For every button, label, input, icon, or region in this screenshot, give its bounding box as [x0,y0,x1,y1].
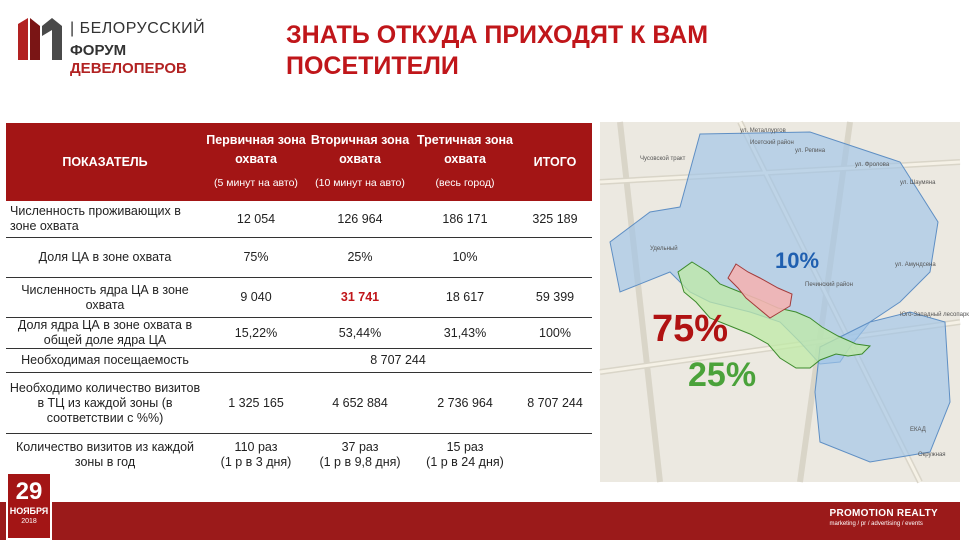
table-row [6,318,592,349]
row-label: Доля ЦА в зоне охвата [6,238,204,278]
table-header-row [6,123,592,201]
cell-primary: 75% [204,238,308,278]
map-street-label: Юго-Западный лесопарк [900,312,969,318]
forum-logo-icon [16,14,64,64]
map-street-label: Исетский район [750,140,794,146]
cell-total: 100% [518,318,592,349]
table-row [6,201,592,238]
logo-line2: ФОРУМ ДЕВЕЛОПЕРОВ [70,42,187,77]
row-label: Необходимая посещаемость [6,349,204,373]
map-canvas [600,122,960,482]
cell-secondary: 37 раз (1 р в 9,8 дня) [319,440,401,469]
primary-percent-label: 75% [652,308,729,350]
cell-merged: 8 707 244 [204,349,592,373]
cell-tertiary: 186 171 [412,201,518,238]
cell-tertiary: 15 раз (1 р в 24 дня) [426,440,504,469]
cell-primary: 15,22% [204,318,308,349]
header-primary-zone: Первичная зона охвата (5 минут на авто) [204,123,308,201]
cell-total [518,238,592,278]
map-street-label: ЕКАД [910,427,926,433]
tertiary-percent-label: 10% [775,248,820,273]
cell-secondary: 4 652 884 [308,373,412,434]
map-street-label: ул. Фролова [855,162,890,168]
table-row [6,349,592,373]
header-total: ИТОГО [518,123,592,201]
cell-secondary: 126 964 [308,201,412,238]
table-row [6,238,592,278]
coverage-table [6,123,592,476]
cell-tertiary: 10% [412,238,518,278]
cell-total [518,434,592,477]
header-secondary-zone: Вторичная зона охвата (10 минут на авто) [308,123,412,201]
logo-line1: | БЕЛОРУССКИЙ [70,20,206,37]
header-indicator: ПОКАЗАТЕЛЬ [6,123,204,201]
map-street-label: ул. Репина [795,148,826,154]
row-label: Количество визитов из каждой зоны в год [15,440,195,469]
table-row [6,278,592,318]
cell-total: 59 399 [518,278,592,318]
row-label: Доля ядра ЦА в зоне охвата в общей доле ядра ЦА [6,318,204,349]
cell-secondary: 53,44% [308,318,412,349]
cell-total: 325 189 [518,201,592,238]
cell-secondary-highlight: 31 741 [308,278,412,318]
secondary-percent-label: 25% [688,356,757,394]
header-tertiary-zone: Третичная зона охвата (весь город) [412,123,518,201]
map-street-label: Окружная [918,452,946,458]
footer-bar [0,502,960,540]
cell-primary: 1 325 165 [204,373,308,434]
map-street-label: Удельный [650,246,678,252]
map-street-label: Чусовской тракт [640,156,686,162]
cell-tertiary: 18 617 [412,278,518,318]
cell-tertiary: 2 736 964 [412,373,518,434]
cell-secondary: 25% [308,238,412,278]
map-street-label: Печинский район [805,282,853,288]
row-label: Численность проживающих в зоне охвата [6,201,204,238]
catchment-map[interactable] [600,122,969,482]
map-street-label: ул. Металлургов [740,128,786,134]
cell-tertiary: 31,43% [412,318,518,349]
table-row [6,434,592,477]
date-badge: 29 НОЯБРЯ 2018 [6,472,52,540]
cell-primary: 110 раз (1 р в 3 дня) [220,440,292,469]
map-street-label: ул. Амундсена [895,262,936,268]
promotion-realty-brand: PROMOTION REALTY marketing / pr / advertising / events [829,508,938,527]
map-street-label: ул. Шаумяна [900,180,936,186]
cell-primary: 12 054 [204,201,308,238]
row-label: Необходимо количество визитов в ТЦ из каждой зоны (в соответствии с %%) [6,373,204,434]
row-label: Численность ядра ЦА в зоне охвата [6,278,204,318]
cell-primary: 9 040 [204,278,308,318]
table-row [6,373,592,434]
page-title: ЗНАТЬ ОТКУДА ПРИХОДЯТ К ВАМ ПОСЕТИТЕЛИ [286,21,709,80]
forum-logo [16,12,216,77]
cell-total: 8 707 244 [518,373,592,434]
